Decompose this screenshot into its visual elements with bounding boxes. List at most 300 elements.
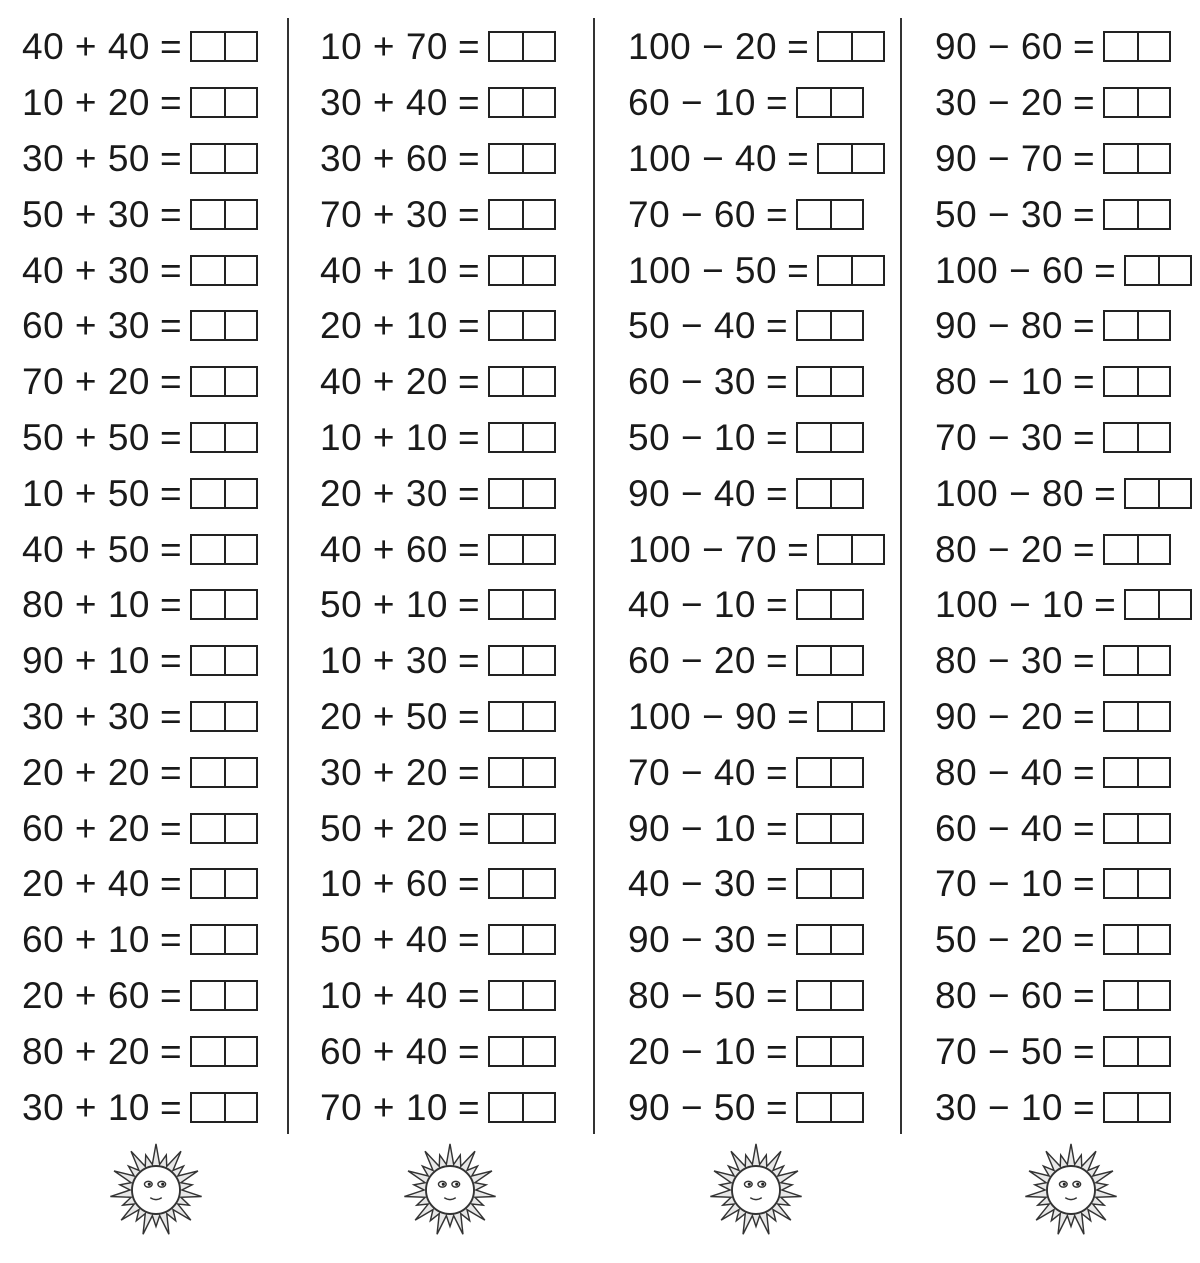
answer-box[interactable] <box>796 1092 864 1123</box>
sun-face <box>1047 1166 1095 1214</box>
answer-box[interactable] <box>817 143 885 174</box>
answer-digit-cell[interactable] <box>224 480 256 507</box>
answer-digit-cell[interactable] <box>522 759 554 786</box>
equation-expression: 30 + 60 <box>320 137 448 179</box>
answer-digit-cell[interactable] <box>1137 536 1169 563</box>
equation-expression: 30 + 10 <box>22 1086 150 1128</box>
answer-digit-cell[interactable] <box>224 870 256 897</box>
answer-digit-cell[interactable] <box>830 647 862 674</box>
answer-digit-cell[interactable] <box>192 1094 224 1121</box>
answer-digit-cell[interactable] <box>1105 759 1137 786</box>
answer-digit-cell[interactable] <box>192 759 224 786</box>
answer-digit-cell[interactable] <box>1137 33 1169 60</box>
answer-digit-cell[interactable] <box>490 759 522 786</box>
answer-box[interactable] <box>190 255 258 286</box>
equals-sign: = <box>457 137 480 179</box>
answer-digit-cell[interactable] <box>224 647 256 674</box>
answer-digit-cell[interactable] <box>830 368 862 395</box>
answer-digit-cell[interactable] <box>1158 480 1190 507</box>
answer-digit-cell[interactable] <box>192 89 224 116</box>
equals-sign: = <box>457 472 480 514</box>
equation-expression: 50 + 40 <box>320 919 448 961</box>
answer-digit-cell[interactable] <box>490 480 522 507</box>
answer-box[interactable] <box>190 310 258 341</box>
answer-box[interactable] <box>190 980 258 1011</box>
answer-digit-cell[interactable] <box>1105 368 1137 395</box>
answer-box[interactable] <box>796 199 864 230</box>
answer-digit-cell[interactable] <box>192 424 224 451</box>
answer-digit-cell[interactable] <box>1137 1038 1169 1065</box>
answer-box[interactable] <box>488 366 556 397</box>
equation-expression: 80 − 30 <box>935 640 1063 682</box>
answer-digit-cell[interactable] <box>1137 759 1169 786</box>
answer-box[interactable] <box>796 478 864 509</box>
equals-sign: = <box>159 26 182 68</box>
answer-digit-cell[interactable] <box>851 33 883 60</box>
answer-digit-cell[interactable] <box>1137 89 1169 116</box>
answer-digit-cell[interactable] <box>798 368 830 395</box>
answer-box[interactable] <box>1124 589 1192 620</box>
equals-sign: = <box>1072 974 1095 1016</box>
equation-expression: 80 − 10 <box>935 361 1063 403</box>
answer-digit-cell[interactable] <box>224 815 256 842</box>
answer-digit-cell[interactable] <box>490 536 522 563</box>
answer-digit-cell[interactable] <box>192 33 224 60</box>
equation-row <box>935 744 1192 800</box>
answer-digit-cell[interactable] <box>490 647 522 674</box>
answer-box[interactable] <box>190 534 258 565</box>
answer-digit-cell[interactable] <box>830 89 862 116</box>
answer-box[interactable] <box>817 255 885 286</box>
answer-digit-cell[interactable] <box>224 982 256 1009</box>
answer-box[interactable] <box>796 645 864 676</box>
equals-sign: = <box>1094 472 1116 514</box>
answer-digit-cell[interactable] <box>490 1038 522 1065</box>
answer-digit-cell[interactable] <box>830 312 862 339</box>
answer-digit-cell[interactable] <box>1105 926 1137 953</box>
answer-digit-cell[interactable] <box>192 703 224 730</box>
answer-box[interactable] <box>488 310 556 341</box>
answer-box[interactable] <box>796 589 864 620</box>
equation-row <box>320 577 556 633</box>
answer-digit-cell[interactable] <box>490 33 522 60</box>
answer-box[interactable] <box>1103 757 1171 788</box>
answer-box[interactable] <box>190 701 258 732</box>
answer-digit-cell[interactable] <box>522 926 554 953</box>
answer-box[interactable] <box>488 1036 556 1067</box>
answer-digit-cell[interactable] <box>490 815 522 842</box>
answer-digit-cell[interactable] <box>1137 703 1169 730</box>
answer-digit-cell[interactable] <box>851 145 883 172</box>
answer-box[interactable] <box>488 813 556 844</box>
equation-expression: 40 − 10 <box>628 584 756 626</box>
answer-box[interactable] <box>1103 868 1171 899</box>
answer-digit-cell[interactable] <box>830 759 862 786</box>
answer-box[interactable] <box>796 87 864 118</box>
answer-digit-cell[interactable] <box>798 591 830 618</box>
answer-digit-cell[interactable] <box>819 536 851 563</box>
answer-digit-cell[interactable] <box>522 312 554 339</box>
answer-digit-cell[interactable] <box>490 145 522 172</box>
answer-digit-cell[interactable] <box>830 480 862 507</box>
equation-row <box>320 912 556 968</box>
answer-box[interactable] <box>796 924 864 955</box>
answer-digit-cell[interactable] <box>522 145 554 172</box>
answer-digit-cell[interactable] <box>798 424 830 451</box>
answer-digit-cell[interactable] <box>819 703 851 730</box>
answer-digit-cell[interactable] <box>830 1094 862 1121</box>
answer-box[interactable] <box>1103 1092 1171 1123</box>
answer-digit-cell[interactable] <box>1105 424 1137 451</box>
answer-digit-cell[interactable] <box>522 1038 554 1065</box>
equation-expression: 70 − 30 <box>935 416 1063 458</box>
equation-expression: 100 − 90 <box>628 695 778 737</box>
equation-row <box>320 633 556 689</box>
answer-digit-cell[interactable] <box>1105 145 1137 172</box>
equation-expression: 50 − 20 <box>935 919 1063 961</box>
answer-digit-cell[interactable] <box>522 870 554 897</box>
answer-digit-cell[interactable] <box>819 257 851 284</box>
answer-box[interactable] <box>488 924 556 955</box>
equation-expression: 50 − 10 <box>628 416 756 458</box>
answer-box[interactable] <box>1103 199 1171 230</box>
answer-box[interactable] <box>1103 310 1171 341</box>
sun-pupil <box>455 1183 458 1186</box>
answer-box[interactable] <box>190 87 258 118</box>
answer-digit-cell[interactable] <box>1105 1038 1137 1065</box>
answer-digit-cell[interactable] <box>522 424 554 451</box>
answer-box[interactable] <box>796 366 864 397</box>
answer-box[interactable] <box>190 924 258 955</box>
answer-digit-cell[interactable] <box>1126 591 1158 618</box>
answer-digit-cell[interactable] <box>1137 145 1169 172</box>
answer-digit-cell[interactable] <box>490 257 522 284</box>
equals-sign: = <box>765 1086 788 1128</box>
answer-digit-cell[interactable] <box>798 870 830 897</box>
answer-box[interactable] <box>488 868 556 899</box>
answer-digit-cell[interactable] <box>192 480 224 507</box>
equation-row <box>320 856 556 912</box>
equation-row <box>935 689 1192 745</box>
equation-expression: 30 + 50 <box>22 137 150 179</box>
answer-digit-cell[interactable] <box>830 1038 862 1065</box>
answer-box[interactable] <box>190 757 258 788</box>
answer-digit-cell[interactable] <box>830 926 862 953</box>
answer-digit-cell[interactable] <box>192 536 224 563</box>
answer-digit-cell[interactable] <box>490 703 522 730</box>
answer-digit-cell[interactable] <box>490 424 522 451</box>
equation-row <box>628 968 885 1024</box>
answer-digit-cell[interactable] <box>224 536 256 563</box>
answer-digit-cell[interactable] <box>1137 1094 1169 1121</box>
answer-digit-cell[interactable] <box>224 201 256 228</box>
answer-digit-cell[interactable] <box>1105 982 1137 1009</box>
answer-digit-cell[interactable] <box>1137 815 1169 842</box>
equation-expression: 30 + 30 <box>22 695 150 737</box>
answer-box[interactable] <box>1124 478 1192 509</box>
answer-digit-cell[interactable] <box>798 926 830 953</box>
answer-box[interactable] <box>488 478 556 509</box>
answer-digit-cell[interactable] <box>490 870 522 897</box>
answer-digit-cell[interactable] <box>1105 1094 1137 1121</box>
answer-box[interactable] <box>190 589 258 620</box>
answer-box[interactable] <box>488 255 556 286</box>
answer-digit-cell[interactable] <box>490 312 522 339</box>
answer-digit-cell[interactable] <box>1137 647 1169 674</box>
answer-digit-cell[interactable] <box>192 870 224 897</box>
equals-sign: = <box>765 305 788 347</box>
answer-digit-cell[interactable] <box>490 368 522 395</box>
answer-digit-cell[interactable] <box>1137 870 1169 897</box>
answer-box[interactable] <box>796 868 864 899</box>
answer-digit-cell[interactable] <box>224 257 256 284</box>
answer-digit-cell[interactable] <box>224 926 256 953</box>
answer-digit-cell[interactable] <box>490 201 522 228</box>
answer-digit-cell[interactable] <box>798 647 830 674</box>
equation-expression: 70 + 10 <box>320 1086 448 1128</box>
answer-box[interactable] <box>1103 924 1171 955</box>
answer-box[interactable] <box>190 366 258 397</box>
sun-icon <box>108 1142 204 1238</box>
equation-row <box>22 689 258 745</box>
answer-digit-cell[interactable] <box>798 89 830 116</box>
answer-digit-cell[interactable] <box>224 1038 256 1065</box>
answer-digit-cell[interactable] <box>1158 591 1190 618</box>
answer-digit-cell[interactable] <box>522 536 554 563</box>
equals-sign: = <box>787 528 809 570</box>
answer-digit-cell[interactable] <box>522 591 554 618</box>
answer-box[interactable] <box>1103 645 1171 676</box>
answer-box[interactable] <box>488 589 556 620</box>
answer-box[interactable] <box>1103 534 1171 565</box>
answer-digit-cell[interactable] <box>490 926 522 953</box>
answer-digit-cell[interactable] <box>522 89 554 116</box>
equation-row <box>22 1023 258 1079</box>
answer-digit-cell[interactable] <box>1105 647 1137 674</box>
equation-expression: 70 + 20 <box>22 361 150 403</box>
answer-digit-cell[interactable] <box>830 201 862 228</box>
answer-box[interactable] <box>190 1092 258 1123</box>
answer-digit-cell[interactable] <box>224 1094 256 1121</box>
sun-icon <box>708 1142 804 1238</box>
equation-expression: 90 − 50 <box>628 1086 756 1128</box>
answer-digit-cell[interactable] <box>798 1038 830 1065</box>
answer-digit-cell[interactable] <box>1105 815 1137 842</box>
answer-digit-cell[interactable] <box>830 424 862 451</box>
equation-expression: 20 + 40 <box>22 863 150 905</box>
answer-digit-cell[interactable] <box>522 647 554 674</box>
answer-box[interactable] <box>1103 422 1171 453</box>
answer-box[interactable] <box>190 31 258 62</box>
answer-box[interactable] <box>1103 366 1171 397</box>
answer-digit-cell[interactable] <box>798 201 830 228</box>
equation-row <box>628 19 885 75</box>
answer-box[interactable] <box>190 143 258 174</box>
answer-box[interactable] <box>1103 1036 1171 1067</box>
answer-box[interactable] <box>488 199 556 230</box>
answer-box[interactable] <box>1103 701 1171 732</box>
answer-box[interactable] <box>488 422 556 453</box>
answer-digit-cell[interactable] <box>1105 33 1137 60</box>
answer-digit-cell[interactable] <box>851 536 883 563</box>
answer-digit-cell[interactable] <box>522 480 554 507</box>
answer-digit-cell[interactable] <box>522 815 554 842</box>
answer-digit-cell[interactable] <box>224 703 256 730</box>
equation-row <box>628 521 885 577</box>
answer-box[interactable] <box>190 199 258 230</box>
answer-digit-cell[interactable] <box>1126 257 1158 284</box>
equation-row <box>22 19 258 75</box>
answer-box[interactable] <box>488 31 556 62</box>
answer-box[interactable] <box>488 645 556 676</box>
answer-digit-cell[interactable] <box>490 591 522 618</box>
answer-box[interactable] <box>488 87 556 118</box>
answer-digit-cell[interactable] <box>192 145 224 172</box>
answer-digit-cell[interactable] <box>522 257 554 284</box>
equation-expression: 10 + 30 <box>320 640 448 682</box>
answer-digit-cell[interactable] <box>851 257 883 284</box>
answer-digit-cell[interactable] <box>224 145 256 172</box>
equals-sign: = <box>765 1030 788 1072</box>
equation-row <box>935 1023 1192 1079</box>
answer-digit-cell[interactable] <box>1137 926 1169 953</box>
answer-digit-cell[interactable] <box>830 982 862 1009</box>
answer-digit-cell[interactable] <box>1137 368 1169 395</box>
answer-digit-cell[interactable] <box>830 591 862 618</box>
answer-box[interactable] <box>1103 31 1171 62</box>
answer-box[interactable] <box>796 757 864 788</box>
equals-sign: = <box>457 193 480 235</box>
equals-sign: = <box>457 416 480 458</box>
answer-digit-cell[interactable] <box>1158 257 1190 284</box>
answer-box[interactable] <box>817 701 885 732</box>
answer-digit-cell[interactable] <box>1137 424 1169 451</box>
equation-expression: 60 + 30 <box>22 305 150 347</box>
answer-digit-cell[interactable] <box>224 368 256 395</box>
answer-digit-cell[interactable] <box>798 1094 830 1121</box>
answer-digit-cell[interactable] <box>1137 312 1169 339</box>
equation-row <box>935 354 1192 410</box>
answer-digit-cell[interactable] <box>224 424 256 451</box>
answer-box[interactable] <box>1103 813 1171 844</box>
answer-digit-cell[interactable] <box>522 33 554 60</box>
answer-digit-cell[interactable] <box>192 257 224 284</box>
equals-sign: = <box>457 1086 480 1128</box>
answer-digit-cell[interactable] <box>192 647 224 674</box>
answer-digit-cell[interactable] <box>192 982 224 1009</box>
answer-box[interactable] <box>488 980 556 1011</box>
equals-sign: = <box>1072 919 1095 961</box>
answer-box[interactable] <box>817 31 885 62</box>
answer-digit-cell[interactable] <box>819 145 851 172</box>
answer-digit-cell[interactable] <box>522 1094 554 1121</box>
answer-digit-cell[interactable] <box>192 1038 224 1065</box>
answer-digit-cell[interactable] <box>819 33 851 60</box>
answer-digit-cell[interactable] <box>1126 480 1158 507</box>
answer-digit-cell[interactable] <box>522 368 554 395</box>
answer-box[interactable] <box>488 757 556 788</box>
answer-digit-cell[interactable] <box>490 982 522 1009</box>
answer-digit-cell[interactable] <box>1105 870 1137 897</box>
answer-digit-cell[interactable] <box>224 759 256 786</box>
answer-digit-cell[interactable] <box>192 591 224 618</box>
answer-digit-cell[interactable] <box>798 982 830 1009</box>
answer-box[interactable] <box>796 980 864 1011</box>
answer-box[interactable] <box>190 813 258 844</box>
answer-digit-cell[interactable] <box>490 89 522 116</box>
sun-pupil <box>148 1183 151 1186</box>
answer-digit-cell[interactable] <box>224 33 256 60</box>
equation-column-3 <box>628 19 885 1135</box>
answer-digit-cell[interactable] <box>192 926 224 953</box>
answer-box[interactable] <box>190 478 258 509</box>
answer-box[interactable] <box>1103 143 1171 174</box>
equation-row <box>935 19 1192 75</box>
answer-box[interactable] <box>796 813 864 844</box>
answer-box[interactable] <box>190 868 258 899</box>
equation-expression: 40 + 50 <box>22 528 150 570</box>
answer-digit-cell[interactable] <box>192 201 224 228</box>
answer-digit-cell[interactable] <box>1137 982 1169 1009</box>
answer-box[interactable] <box>796 422 864 453</box>
answer-digit-cell[interactable] <box>224 89 256 116</box>
answer-digit-cell[interactable] <box>1105 201 1137 228</box>
answer-digit-cell[interactable] <box>1105 536 1137 563</box>
answer-box[interactable] <box>817 534 885 565</box>
answer-digit-cell[interactable] <box>1105 89 1137 116</box>
answer-box[interactable] <box>1103 87 1171 118</box>
answer-digit-cell[interactable] <box>522 703 554 730</box>
answer-box[interactable] <box>488 1092 556 1123</box>
equation-column-1 <box>22 19 258 1135</box>
answer-digit-cell[interactable] <box>851 703 883 730</box>
answer-box[interactable] <box>1103 980 1171 1011</box>
answer-digit-cell[interactable] <box>830 815 862 842</box>
answer-box[interactable] <box>190 645 258 676</box>
answer-box[interactable] <box>190 1036 258 1067</box>
answer-digit-cell[interactable] <box>522 201 554 228</box>
answer-digit-cell[interactable] <box>798 312 830 339</box>
equals-sign: = <box>1072 361 1095 403</box>
answer-box[interactable] <box>796 1036 864 1067</box>
answer-digit-cell[interactable] <box>1105 312 1137 339</box>
answer-box[interactable] <box>488 534 556 565</box>
answer-box[interactable] <box>190 422 258 453</box>
answer-digit-cell[interactable] <box>192 312 224 339</box>
equals-sign: = <box>787 137 809 179</box>
answer-digit-cell[interactable] <box>798 480 830 507</box>
answer-digit-cell[interactable] <box>830 870 862 897</box>
answer-digit-cell[interactable] <box>522 982 554 1009</box>
answer-digit-cell[interactable] <box>490 1094 522 1121</box>
equals-sign: = <box>159 584 182 626</box>
equation-row <box>628 354 885 410</box>
answer-box[interactable] <box>796 310 864 341</box>
answer-digit-cell[interactable] <box>1137 201 1169 228</box>
answer-digit-cell[interactable] <box>224 591 256 618</box>
answer-box[interactable] <box>488 701 556 732</box>
equals-sign: = <box>1072 305 1095 347</box>
equals-sign: = <box>457 305 480 347</box>
answer-box[interactable] <box>488 143 556 174</box>
answer-digit-cell[interactable] <box>192 368 224 395</box>
answer-digit-cell[interactable] <box>1105 703 1137 730</box>
answer-digit-cell[interactable] <box>798 759 830 786</box>
answer-digit-cell[interactable] <box>798 815 830 842</box>
answer-digit-cell[interactable] <box>192 815 224 842</box>
answer-digit-cell[interactable] <box>224 312 256 339</box>
answer-box[interactable] <box>1124 255 1192 286</box>
